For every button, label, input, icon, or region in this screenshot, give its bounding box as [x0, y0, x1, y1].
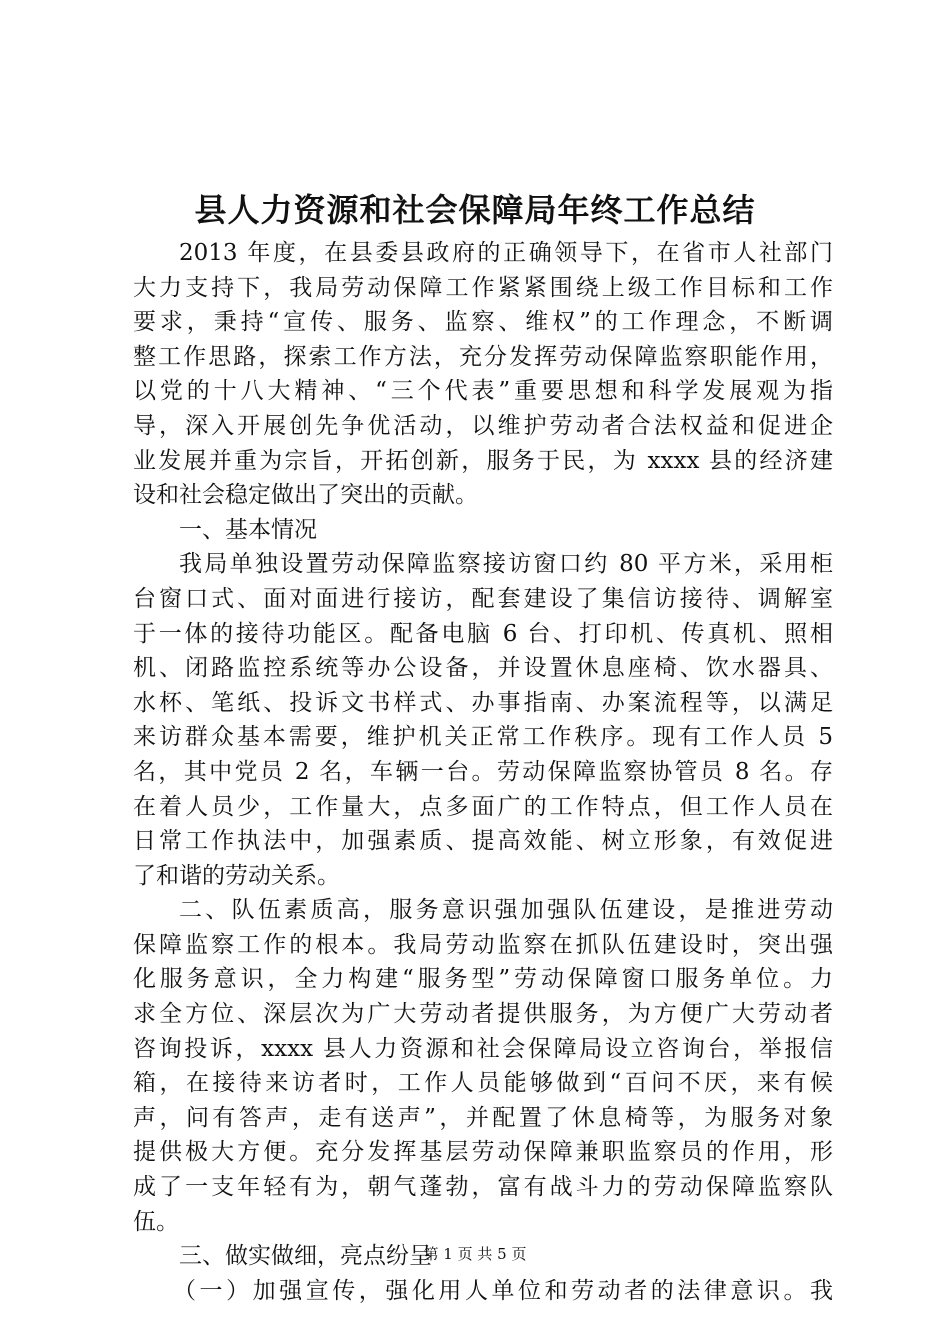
paragraph-line: 日常工作执法中，加强素质、提高效能、树立形象，有效促进: [133, 828, 833, 855]
paragraph-line: 化服务意识，全力构建“服务型”劳动保障窗口服务单位。力: [133, 966, 833, 993]
paragraph-line: 要求，秉持“宣传、服务、监察、维权”的工作理念，不断调: [133, 309, 833, 336]
paragraph-line: 了和谐的劳动关系。: [133, 862, 340, 889]
paragraph-line: 水杯、笔纸、投诉文书样式、办事指南、办案流程等，以满足: [133, 689, 833, 716]
paragraph-line: 声，问有答声，走有送声”，并配置了休息椅等，为服务对象: [133, 1104, 833, 1131]
paragraph-line: 设和社会稳定做出了突出的贡献。: [133, 482, 478, 509]
paragraph-line: 箱，在接待来访者时，工作人员能够做到“百问不厌，来有候: [133, 1070, 833, 1097]
paragraph-line: 咨询投诉，xxxx 县人力资源和社会保障局设立咨询台，举报信: [133, 1035, 833, 1062]
paragraph-line: 伍。: [133, 1208, 179, 1235]
paragraph-line: 保障监察工作的根本。我局劳动监察在抓队伍建设时，突出强: [133, 931, 833, 958]
paragraph-line: 名，其中党员 2 名，车辆一台。劳动保障监察协管员 8 名。存: [133, 758, 833, 785]
paragraph-line: 机、闭路监控系统等办公设备，并设置休息座椅、饮水器具、: [133, 655, 833, 682]
paragraph-line: 求全方位、深层次为广大劳动者提供服务，为方便广大劳动者: [133, 1001, 833, 1028]
paragraph-line: 我局单独设置劳动保障监察接访窗口约 80 平方米，采用柜: [179, 551, 833, 578]
paragraph-line: 提供极大方便。充分发挥基层劳动保障兼职监察员的作用，形: [133, 1139, 833, 1166]
document-title: 县人力资源和社会保障局年终工作总结: [194, 191, 756, 229]
paragraph-line: 业发展并重为宗旨，开拓创新，服务于民，为 xxxx 县的经济建: [133, 447, 833, 474]
paragraph-line: 来访群众基本需要，维护机关正常工作秩序。现有工作人员 5: [133, 724, 833, 751]
paragraph-line: 2013 年度，在县委县政府的正确领导下，在省市人社部门: [179, 240, 833, 266]
paragraph-line: 以党的十八大精神、“三个代表”重要思想和科学发展观为指: [133, 378, 833, 405]
paragraph-line: 导，深入开展创先争优活动，以维护劳动者合法权益和促进企: [133, 412, 833, 439]
page-footer: 第 1 页 共 5 页: [423, 1245, 527, 1263]
paragraph-line: 整工作思路，探索工作方法，充分发挥劳动保障监察职能作用，: [133, 343, 833, 370]
paragraph-line: 成了一支年轻有为，朝气蓬勃，富有战斗力的劳动保障监察队: [133, 1174, 833, 1201]
section-heading: 三、做实做细，亮点纷呈: [179, 1243, 432, 1270]
paragraph-line: 在着人员少，工作量大，点多面广的工作特点，但工作人员在: [133, 793, 833, 820]
paragraph-line: （一）加强宣传，强化用人单位和劳动者的法律意识。我: [173, 1277, 833, 1304]
paragraph-line: 二、队伍素质高，服务意识强加强队伍建设，是推进劳动: [179, 897, 833, 924]
paragraph-line: 于一体的接待功能区。配备电脑 6 台、打印机、传真机、照相: [133, 620, 833, 647]
document-body: [133, 236, 833, 1308]
section-heading: 一、基本情况: [179, 516, 317, 543]
paragraph-line: 台窗口式、面对面进行接访，配套建设了集信访接待、调解室: [133, 585, 833, 612]
paragraph-line: 大力支持下，我局劳动保障工作紧紧围绕上级工作目标和工作: [133, 274, 833, 301]
